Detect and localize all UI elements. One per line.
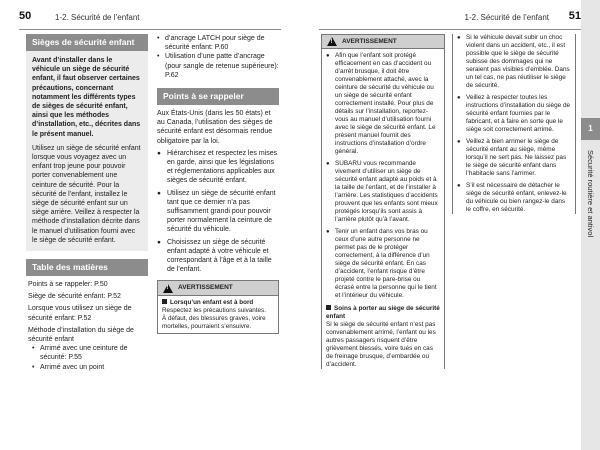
reminder-bullet: ● Utilisez un siège de sécurité enfant tant que ce dernier n’a pas suffisamment grandi pour pouvoir porter normalement la ceinture de sécurité du véhicule. [157,189,279,235]
intro-box [26,51,148,251]
toc-item[interactable]: Siège de sécurité enfant: P.52 [28,293,121,301]
right-chapter-title: 1-2. Sécurité de l’enfant [464,13,549,22]
toc-subitem[interactable]: • Arrimé avec une ceinture de sécurité: P.55 [32,344,146,362]
chapter-sidebar-title: Sécurité routière et antivol [586,150,595,238]
chapter-tab[interactable]: 1 [581,118,600,140]
warning-item: ● Si le véhicule devait subir un choc violent dans un accident, etc., il est possible que le siège de sécurité subisse des dommages qui ne seraient pas visibles d’emblée. Dans un tel cas, ne pas réutiliser le siège de sécurité. [457,34,571,90]
toc-item[interactable]: Méthode d’installation du siège de sécurité enfant [28,326,134,344]
intro-text: Utilisez un siège de sécurité enfant lorsque vous voyagez avec un enfant trop jeune pour pouvoir porter convenablement une ceinture de sécurité. Pour la sécurité de l’enfant, installez le siège de sécurité enfant sur un siège arrière. Veillez à respecter la méthode d’installation décrite dans le manuel d’utilisation fourni avec le siège de sécurité enfant. [32,144,141,244]
intro-bold-text: Avant d’installer dans le véhicule un siège de sécurité enfant, il faut observer certaines précautions, concernant notamment les différents types de sièges de sécurité enfant, ainsi que les méthodes d’installation, etc., décrites dans le présent manuel. [32,57,141,138]
warning-box-child-aboard [157,280,279,333]
warning-box-continued [452,34,576,214]
warning-subheading: Lorsqu’un enfant est à bord [170,298,254,306]
warning-header [158,281,278,295]
warning-item: ● Veillez à bien arrimer le siège de sécurité enfant au siège, même lorsqu’il ne sert pas. Ne laissez pas le siège de sécurité enfant dans l’habitacle sans l’arrimer. [457,138,571,178]
right-page-number: 51 [568,10,581,22]
column-1 [26,34,148,372]
reminder-bullet: ● Choisissez un siège de sécurité enfant adapté à votre véhicule et correspondant à l’âge et à la taille de l’enfant. [157,238,279,275]
warning-text: Respectez les précautions suivantes. À défaut, des blessures graves, voire mortelles, pourraient s’ensuivre. [162,306,266,330]
column-2 [157,34,279,334]
reminder-bullet: ● Hiérarchisez et respectez les mises en garde, ainsi que les législations et réglementations applicables aux sièges de sécurité enfant. [157,149,279,186]
left-chapter-title: 1-2. Sécurité de l’enfant [55,13,140,22]
warning-item: ● S’il est nécessaire de détacher le siège de sécurité enfant, enlevez-le du véhicule ou bien rangez-le dans le coffre, en sécurité. [457,182,571,214]
toc-item[interactable]: Lorsque vous utilisez un siège de sécurité enfant: P.52 [28,305,132,322]
left-page-header [19,10,281,30]
toc-title: Table des matières [26,259,148,276]
warning-item: ● SUBARU vous recommande vivement d’utiliser un siège de sécurité enfant adapté au poids et à la taille de l’enfant, et de l’installer à l’arrière. Les statistiques d’accidents prouvent que les enfants sont mieux protégés lorsqu’ils sont assis à l’arrière plutôt qu’à l’avant. [326,160,440,224]
warning-label: AVERTISSEMENT [178,284,233,292]
warning-icon [327,37,337,46]
toc-continued-item[interactable]: • d’ancrage LATCH pour siège de sécurité enfant: P.60 [157,34,279,52]
warning-header [322,35,444,49]
section-title-reminders: Points à se rappeler [157,88,279,105]
care-subheading: Soins à porter au siège de sécurité enfant [326,305,440,320]
chapter-sidebar [581,0,600,450]
care-text: Si le siège de sécurité enfant n’est pas convenablement arrimé, l’enfant ou les autres passagers risquent d’être grièvement blessés, voire tués en cas de freinage brusque, d’embardée ou d’accident. [326,321,436,368]
toc-list [26,276,148,372]
warning-item: ● Veillez à respecter toutes les instructions d’installation du siège de sécurité enfant fournies par le fabricant, et à faire en sorte que le siège soit correctement arrimé. [457,94,571,134]
warning-box-main [321,34,445,369]
left-page-number: 50 [19,10,32,22]
warning-item: ● Tenir un enfant dans vos bras ou ceux d’une autre personne ne permet pas de le protéger correctement, à la différence d’un siège de sécurité enfant. En cas d’accident, l’enfant risque d’être projeté contre le pare-brise ou écrasé entre la personne qui le tient et l’intérieur du véhicule. [326,228,440,300]
toc-item[interactable]: Points à se rappeler: P.50 [28,281,108,289]
toc-continued-item[interactable]: • Utilisation d’une patte d’ancrage (pour sangle de retenue supérieure): P.62 [157,52,279,80]
reminders-intro: Aux États-Unis (dans les 50 états) et au Canada, l’utilisation des sièges de sécurité enfant est désormais rendue obligatoire par la loi. [157,110,273,145]
right-page-header [319,10,581,30]
warning-item: ● Afin que l’enfant soit protégé efficacement en cas d’accident ou d’arrêt brusque, il doit être convenablement attaché, avec la ceinture de sécurité du véhicule ou un siège de sécurité enfant correctement installé. Pour plus de détails sur l’installation, reportez-vous au manuel d’utilisation fourni avec le siège de sécurité enfant. Le présent manuel fournit des instructions d’installation d’ordre général. [326,52,440,156]
square-bullet-icon [162,299,167,304]
warning-label: AVERTISSEMENT [342,37,397,45]
warning-body [158,296,278,333]
column-4 [452,34,576,218]
warning-icon [163,284,173,293]
column-3 [321,34,445,369]
section-title-child-seats: Sièges de sécurité enfant [26,34,148,51]
toc-subitem[interactable]: • Arrimé avec un point [32,363,146,372]
square-bullet-icon [326,305,331,310]
